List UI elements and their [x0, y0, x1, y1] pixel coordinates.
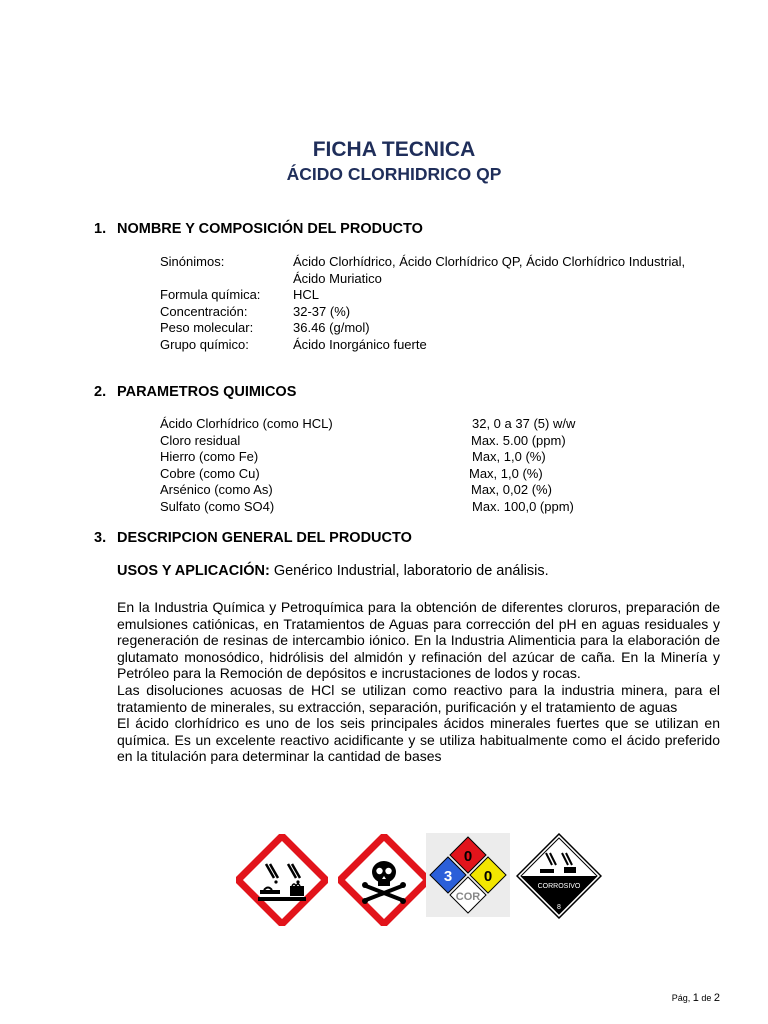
nfpa-special-value: COR	[455, 891, 481, 903]
nfpa-reactivity-value: 0	[483, 868, 493, 885]
row-label: Grupo químico:	[160, 336, 249, 352]
composition-row	[160, 320, 730, 337]
parameter-row	[160, 433, 620, 450]
row-value: 32-37 (%)	[293, 303, 351, 319]
row-value: Max. 100,0 (ppm)	[472, 498, 574, 514]
row-label: Hierro (como Fe)	[160, 449, 259, 464]
parameter-row	[160, 499, 620, 516]
parameter-row	[160, 449, 620, 466]
nfpa-diamond-icon	[426, 833, 510, 917]
composition-row	[160, 304, 730, 321]
row-label: Cobre (como Cu)	[160, 465, 260, 481]
footer-middle: de	[698, 993, 714, 1003]
row-label: Cloro residual	[160, 432, 241, 448]
row-label: Ácido Clorhídrico (como HCL)	[160, 416, 333, 431]
row-value: 32, 0 a 37 (5) w/w	[472, 416, 576, 431]
description-paragraph: El ácido clorhídrico es uno de los seis principales ácidos minerales fuertes que se utilizan en química. Es un excelente reactivo acidificante y se utiliza habitualmente como el ácido preferido en la titulación para determinar la cantidad de bases	[117, 715, 720, 765]
nfpa-flammability-value: 0	[463, 848, 473, 865]
parameter-row	[160, 416, 620, 433]
section-title: NOMBRE Y COMPOSICIÓN DEL PRODUCTO	[117, 221, 423, 237]
transport-label-text: CORROSIVO	[537, 883, 581, 890]
parameter-row	[160, 482, 620, 499]
section-number: 3.	[94, 530, 107, 546]
uses-line	[117, 563, 549, 579]
skull-crossbones-ghs-icon	[338, 834, 430, 926]
footer-total-pages: 2	[713, 992, 720, 1004]
row-label: Arsénico (como As)	[160, 482, 273, 497]
composition-row	[160, 271, 730, 288]
section-3-heading	[94, 530, 412, 546]
section-1-heading	[94, 221, 423, 237]
footer-page-number: 1	[692, 992, 699, 1004]
row-value: 36.46 (g/mol)	[293, 320, 370, 335]
row-label: Sulfato (como SO4)	[160, 498, 275, 514]
nfpa-health-value: 3	[443, 868, 453, 885]
row-value: HCL	[293, 287, 320, 302]
section-2-heading	[94, 384, 296, 400]
row-label: Formula química:	[160, 287, 261, 302]
row-value: Max, 1,0 (%)	[472, 449, 546, 464]
row-value: Ácido Inorgánico fuerte	[293, 336, 427, 352]
row-value: Max. 5.00 (ppm)	[471, 432, 566, 448]
page-footer	[672, 992, 720, 1004]
uses-label: USOS Y APLICACIÓN:	[117, 563, 270, 579]
row-value: Ácido Clorhídrico, Ácido Clorhídrico QP, Ácido Clorhídrico Industrial,	[293, 254, 686, 269]
row-value: Max, 1,0 (%)	[469, 465, 543, 481]
row-value: Max, 0,02 (%)	[471, 482, 552, 497]
description-paragraph: Las disoluciones acuosas de HCl se utilizan como reactivo para la industria minera, para el tratamiento de minerales, su extracción, separación, purificación y el tratamiento de aguas	[117, 681, 720, 715]
section-title: PARAMETROS QUIMICOS	[117, 384, 297, 400]
uses-text: Genérico Industrial, laboratorio de análisis.	[269, 563, 549, 579]
page-subtitle: ÁCIDO CLORHIDRICO QP	[286, 164, 502, 184]
row-label: Sinónimos:	[160, 254, 225, 269]
transport-class-number: 8	[557, 904, 561, 911]
parameter-row	[160, 466, 620, 483]
composition-row	[160, 254, 730, 271]
page-title: FICHA TECNICA	[312, 138, 476, 161]
footer-prefix: Pág,	[671, 993, 693, 1003]
row-label: Peso molecular:	[160, 320, 254, 335]
corrosive-ghs-icon	[236, 834, 328, 926]
composition-row	[160, 337, 730, 354]
row-label: Concentración:	[160, 303, 248, 319]
corrosive-transport-label-icon	[516, 833, 602, 919]
section-number: 2.	[94, 384, 107, 400]
section-number: 1.	[94, 221, 107, 237]
section-title: DESCRIPCION GENERAL DEL PRODUCTO	[117, 530, 412, 546]
composition-row	[160, 287, 730, 304]
description-block	[117, 599, 720, 765]
description-paragraph: En la Industria Química y Petroquímica para la obtención de diferentes cloruros, preparación de emulsiones catiónicas, en Tratamientos de Aguas para corrección del pH en aguas residuales y regeneración de resinas de intercambio iónico. En la Industria Alimenticia para la elaboración de glutamato monosódico, hidrólisis del almidón y refinación del azúcar de caña. En la Minería y Petróleo para la Remoción de depósitos e incrustaciones de lodos y rocas.	[117, 599, 720, 682]
row-value: Ácido Muriatico	[293, 270, 382, 286]
